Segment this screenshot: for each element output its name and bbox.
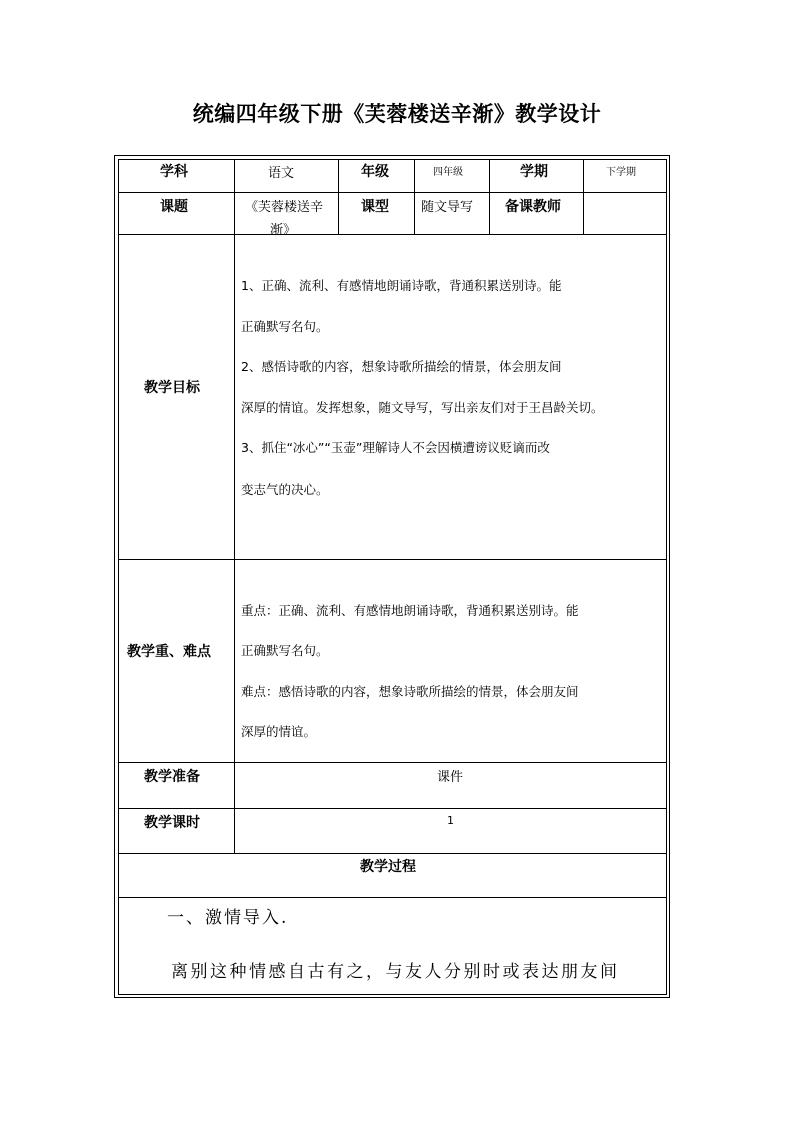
key-point-line-4: 深厚的情谊。 [241, 724, 317, 739]
table-border-top [118, 159, 667, 160]
grade-label: 年级 [361, 164, 389, 180]
subject-label: 学科 [160, 164, 188, 180]
document-title: 统编四年级下册《芙蓉楼送辛渐》教学设计 [192, 101, 602, 126]
objective-line-6: 变志气的决心。 [241, 482, 329, 497]
key-points-label: 教学重、难点 [127, 644, 211, 660]
term-label: 学期 [520, 164, 548, 180]
process-label: 教学过程 [360, 859, 416, 875]
section-heading: 一、激情导入. [167, 908, 289, 928]
lesson-label: 课题 [160, 199, 188, 215]
table-border-bottom [118, 994, 667, 995]
row-divider-4 [118, 762, 667, 763]
lesson-value-line2: 渐》 [270, 223, 297, 238]
row-divider-3 [118, 559, 667, 560]
subject-value: 语文 [268, 166, 295, 181]
lesson-type-label: 课型 [361, 199, 389, 215]
objective-line-2: 正确默写名句。 [241, 319, 329, 334]
objective-line-1: 1、正确、流利、有感情地朗诵诗歌，背通积累送别诗。能 [241, 278, 562, 293]
preparation-label: 教学准备 [144, 769, 200, 785]
preparation-value: 课件 [437, 770, 464, 785]
key-point-line-1: 重点：正确、流利、有感情地朗诵诗歌，背通积累送别诗。能 [241, 603, 579, 618]
objectives-label: 教学目标 [144, 380, 200, 396]
row-divider-7 [118, 897, 667, 898]
key-point-line-3: 难点：感悟诗歌的内容，想象诗歌所描绘的情景，体会朋友间 [241, 684, 579, 699]
col-divider-4 [489, 159, 490, 235]
objective-line-4: 深厚的情谊。发挥想象，随文导写，写出亲友们对于王昌龄关切。 [241, 400, 604, 415]
col-divider-5 [583, 159, 584, 235]
periods-label: 教学课时 [144, 815, 200, 831]
row-divider-5 [118, 808, 667, 809]
table-border-right [666, 159, 667, 995]
grade-value: 四年级 [433, 167, 463, 178]
lesson-type-value: 随文导写 [421, 200, 474, 215]
col-divider-label [234, 159, 235, 853]
objective-line-3: 2、感悟诗歌的内容，想象诗歌所描绘的情景，体会朋友间 [241, 359, 562, 374]
lesson-value-line1: 《芙蓉楼送辛 [245, 200, 324, 215]
col-divider-2 [338, 159, 339, 235]
key-point-line-2: 正确默写名句。 [241, 643, 329, 658]
row-divider-6 [118, 853, 667, 854]
periods-value: 1 [447, 814, 454, 827]
row-divider-1 [118, 192, 667, 193]
row-divider-2 [118, 234, 667, 235]
teacher-label: 备课教师 [505, 199, 561, 215]
col-divider-3 [414, 159, 415, 235]
table-border-left [118, 159, 119, 995]
objective-line-5: 3、抓住“冰心”“玉壶”理解诗人不会因横遭谤议贬谪而改 [241, 440, 550, 455]
section-paragraph: 离别这种情感自古有之，与友人分别时或表达朋友间 [171, 962, 620, 982]
term-value: 下学期 [606, 167, 636, 178]
